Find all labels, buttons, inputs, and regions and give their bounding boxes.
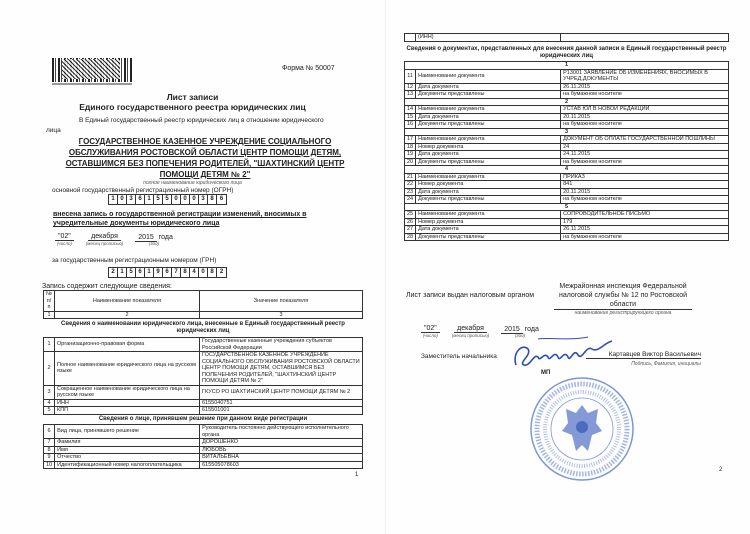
table-row: 22 Номер документа 841: [405, 181, 729, 189]
table-row: 19 Дата документа 24.11.2015: [405, 151, 729, 159]
table-row: 20 Документы представлены на бумажном носителе: [405, 158, 729, 166]
table-row: 27 Дата документа 26.11.2015: [405, 226, 729, 234]
signer-name: Картавцев Виктор Васильевич: [586, 351, 701, 359]
signer-position: Заместитель начальника: [421, 353, 497, 360]
official-seal-icon: [526, 375, 638, 482]
section-docs-title: Сведения о документах, представленных для внесения данной записи в Единый государственный реестр юридических лиц: [406, 46, 727, 59]
date-year: 2015: [501, 326, 523, 334]
names-table: [43, 337, 363, 415]
table-row: 5 КПП 615501001: [44, 407, 363, 415]
grn-label: за государственным регистрационным номером (ГРН): [52, 257, 217, 264]
record-contains-label: Запись содержит следующие сведения:: [42, 283, 172, 290]
table-row: 11 Наименование документа Р13001 ЗАЯВЛЕНИЕ ОБ ИЗМЕНЕНИЯХ, ВНОСИМЫХ В УЧРЕД.ДОКУМЕНТЫ: [405, 69, 729, 83]
ogrn-number: 1 0 3 6 1 5 5 0 0 0 3 8 6: [108, 194, 227, 205]
org-full-name: ГОСУДАРСТВЕННОЕ КАЗЕННОЕ УЧРЕЖДЕНИЕ СОЦИАЛЬНОГО ОБСЛУЖИВАНИЯ РОСТОВСКОЙ ОБЛАСТИ ЦЕНТР ПОМОЩИ ДЕТЯМ, ОСТАВШИМСЯ БЕЗ ПОПЕЧЕНИЯ РОДИТЕЛЕЙ, "ШАХТИНСКИЙ ЦЕНТР ПОМОЩИ ДЕТЯМ № 2": [65, 137, 345, 179]
table-row: 9 Отчество ВИТАЛЬЕВНА: [44, 454, 363, 462]
page-number: 1: [355, 472, 359, 478]
document-title: Лист записи: [166, 92, 219, 102]
seal-label: МП: [541, 370, 551, 376]
table-row: 15 Дата документа 20.11.2015: [405, 113, 729, 121]
intro-text-cont: лица: [46, 127, 61, 134]
ogrn-label: основной государственный регистрационный номер (ОГРН): [52, 187, 234, 194]
date-year: 2015: [135, 234, 157, 242]
table-row: 3 Сокращенное наименование юридического лица на русском языке ГКУСО РО ШАХТИНСКИЙ ЦЕНТР ПОМОЩИ ДЕТЯМ № 2: [44, 385, 363, 399]
date-day: "02": [421, 325, 440, 333]
table-row: 28 Документы представлены на бумажном носителе: [405, 233, 729, 241]
inn-row-table: (ИНН): [404, 33, 729, 42]
documents-table: 1 11 Наименование документа Р13001 ЗАЯВЛЕНИЕ ОБ ИЗМЕНЕНИЯХ, ВНОСИМЫХ В УЧРЕД.ДОКУМЕНТЫ 12 Дата документа 26.11.2015 13 Документы представлены на бумажном носителе 2 14 Наименование документа УСТАВ ЮЛ В НОВОЙ РЕДАКЦИИ 15 Дата документа 20.11.2015 16 Документы представлены на бумажном носителе 3 17 Наименование документа ДОКУМЕНТ ОБ ОПЛАТЕ ГОСУДАРСТВЕННОЙ ПОШЛИНЫ 18 Номер документа 24 19 Дата документа 24.11.2015 20 Документы представлены на бумажном носителе 4 21 Наименование документа ПРИКАЗ 22 Номер документа 841 23 Дата документа 20.11.2015 24 Документы представлены на бумажном носителе 5 25 Наименование документа СОПРОВОДИТЕЛЬНОЕ ПИСЬМО 26 Номер документа 179 27 Дата документа 26.11.2015 28 Документы представлены на бумажном носителе: [404, 61, 729, 241]
table-row: 23 Дата документа 20.11.2015: [405, 188, 729, 196]
issued-label: Лист записи выдан налоговым органом: [406, 292, 535, 299]
table-row: 16 Документы представлены на бумажном носителе: [405, 121, 729, 129]
table-row: 17 Наименование документа ДОКУМЕНТ ОБ ОПЛАТЕ ГОСУДАРСТВЕННОЙ ПОШЛИНЫ: [405, 136, 729, 144]
table-row: 2 Полное наименование юридического лица на русском языке ГОСУДАРСТВЕННОЕ КАЗЕННОЕ УЧРЕЖДЕНИЕ СОЦИАЛЬНОГО ОБСЛУЖИВАНИЯ РОСТОВСКОЙ ОБЛАСТИ ЦЕНТР ПОМОЩИ ДЕТЯМ, ОСТАВШИМСЯ БЕЗ ПОПЕЧЕНИЯ РОДИТЕЛЕЙ, "ШАХТИНСКИЙ ЦЕНТР ПОМОЩИ ДЕТЯМ № 2": [44, 352, 363, 386]
issuing-authority: Межрайонная инспекция Федеральной налоговой службы № 12 по Ростовской области: [554, 282, 692, 310]
header-table: № п/п Наименование показателя Значение показателя 1 2 3: [43, 290, 363, 319]
table-row: 7 Фамилия ДОРОШЕНКО: [44, 439, 363, 447]
org-full-name-caption: полное наименование юридического лица: [143, 180, 242, 186]
table-row: 10 Идентификационный номер налогоплательщика 615505078603: [44, 461, 363, 469]
table-row: 1 Организационно-правовая форма Государственные казенные учреждения субъектов Российской Федерации: [44, 338, 363, 352]
grn-number: 2 1 5 6 1 9 6 7 8 4 0 8 2: [108, 267, 227, 278]
section-names-title: Сведения о наименовании юридического лица, внесенные в Единый государственный реестр юридических лиц: [61, 321, 345, 334]
date-day: "02": [55, 233, 74, 241]
table-row: 14 Наименование документа УСТАВ ЮЛ В НОВОЙ РЕДАКЦИИ: [405, 106, 729, 114]
document-page-2: [385, 0, 750, 534]
section-person-title: Сведения о лице, принявшем решение при данном виде регистрации: [98, 416, 308, 422]
table-row: 25 Наименование документа СОПРОВОДИТЕЛЬНОЕ ПИСЬМО: [405, 211, 729, 219]
intro-text: В Единый государственный реестр юридических лиц в отношении юридического: [79, 117, 324, 124]
entry-date: "02" (число) декабря (месяц прописью) 2015 года (год): [56, 233, 173, 246]
signer-caption: Подпись, Фамилия, инициалы: [631, 361, 701, 367]
issuing-authority-caption: наименование регистрирующего органа: [574, 310, 672, 316]
table-row: 21 Наименование документа ПРИКАЗ: [405, 173, 729, 181]
table-row: 13 Документы представлены на бумажном носителе: [405, 91, 729, 99]
date-month: декабря: [454, 325, 487, 333]
table-row: 4 ИНН 6155040751: [44, 399, 363, 407]
document-subtitle: Единого государственного реестра юридических лиц: [79, 102, 306, 112]
table-row: 18 Номер документа 24: [405, 143, 729, 151]
table-row: 26 Номер документа 179: [405, 218, 729, 226]
table-row: 8 Имя ЛЮБОВЬ: [44, 446, 363, 454]
table-row: 12 Дата документа 26.11.2015: [405, 83, 729, 91]
date-month: декабря: [88, 233, 121, 241]
table-row: 24 Документы представлены на бумажном носителе: [405, 196, 729, 204]
page-number: 2: [719, 467, 723, 473]
barcode-icon: [52, 58, 132, 82]
entry-statement: внесена запись о государственной регистрации изменений, вносимых в учредительные документы юридического лица: [53, 211, 307, 227]
issue-date: "02" (число) декабря (месяц прописью) 2015 года (год): [422, 325, 539, 338]
form-number: Форма № 50007: [282, 65, 335, 72]
person-table: [43, 424, 363, 469]
table-row: 6 Вид лица, принявшего решение Руководитель постоянно действующего исполнительного органа: [44, 425, 363, 439]
